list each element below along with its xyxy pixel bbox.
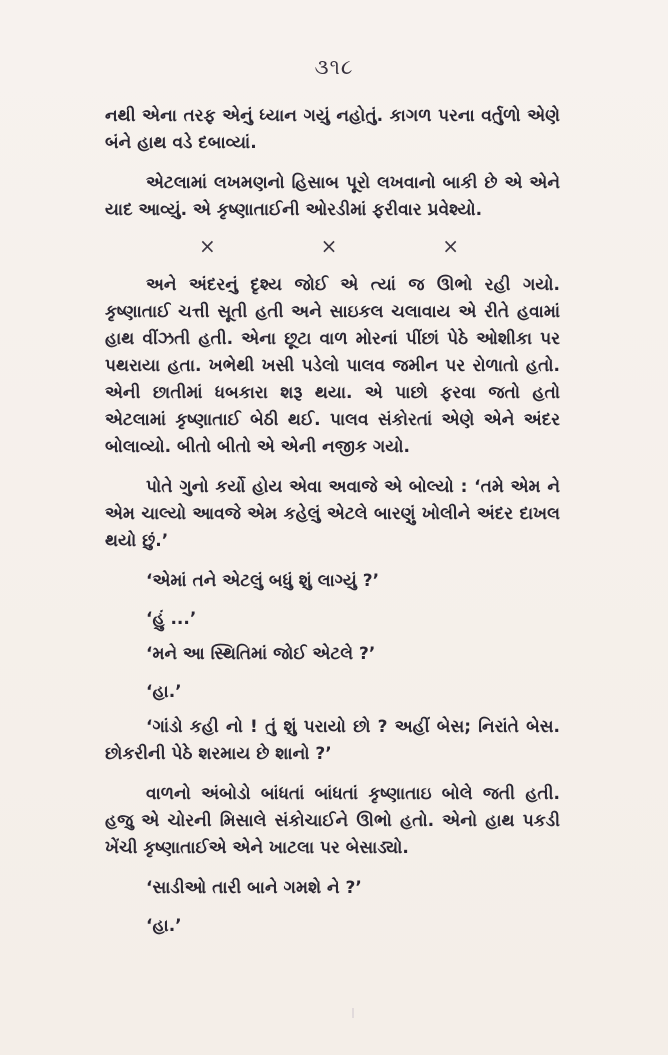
separator-mark-1: × — [199, 234, 216, 258]
dialogue-line-3: ‘મને આ સ્થિતિમાં જોઈ એટલે ?’ — [146, 644, 376, 664]
dialogue-line-6: ‘હા.’ — [146, 916, 182, 936]
paragraph-6: વાળનો અંબોડો બાંધતાં બાંધતાં કૃષ્ણાતાઇ બોલે જતી હતી. હજુ એ ચોરની મિસાલે સંકોચાઈને ઊભો હતો. એનો હાથ પકડી ખેંચી કૃષ્ણાતાઈએ એને ખાટલા પર બેસાડ્યો. — [105, 784, 560, 858]
paragraph-2: એટલામાં લખમણનો હિસાબ પૂરો લખવાનો બાકી છે એ એને યાદ આવ્યું. એ કૃષ્ણાતાઈની ઓરડીમાં ફરીવાર પ્રવેશ્યો. — [105, 173, 560, 220]
section-separator — [199, 234, 459, 259]
page-number: ૩૧૮ — [314, 55, 354, 79]
dialogue-line-2: ‘હું ...’ — [146, 609, 197, 629]
main-text-block — [105, 103, 560, 948]
separator-mark-3: × — [442, 234, 459, 258]
dialogue-line-1: ‘એમાં તને એટલું બધું શું લાગ્યું ?’ — [146, 571, 380, 591]
dialogue-line-5: ‘સાડીઓ તારી બાને ગમશે ને ?’ — [146, 878, 362, 898]
paragraph-1: નથી એના તરફ એનું ધ્યાન ગયું નહોતું. કાગળ પરના વર્તુળો એણે બંને હાથ વડે દબાવ્યાં. — [105, 106, 560, 153]
paragraph-4: પોતે ગુનો કર્યો હોય એવા અવાજે એ બોલ્યો : ‘તમે એમ ને એમ ચાલ્યો આવજે એમ કહેલું એટલે બારણું ખોલીને અંદર દાખલ થયો છું.’ — [105, 477, 560, 551]
paragraph-5: ‘ગાંડો કહી નો ! તું શું પરાયો છો ? અહીં બેસ; નિરાંતે બેસ. છોકરીની પેઠે શરમાય છે શાનો ?’ — [105, 717, 560, 764]
page-artifact-mark — [352, 1008, 354, 1018]
paragraph-3: અને અંદરનું દૃશ્ય જોઈ એ ત્યાં જ ઊભો રહી ગયો. કૃષ્ણાતાઈ ચત્તી સૂતી હતી અને સાઇકલ ચલાવાય એ રીતે હવામાં હાથ વીંઝતી હતી. એના છૂટા વાળ મોરનાં પીંછાં પેઠે ઓશીકા પર પથરાયા હતા. ખભેથી ખસી પડેલો પાલવ જમીન પર રોળાતો હતો. એની છાતીમાં ધબકારા શરૂ થયા. એ પાછો ફરવા જતો હતો એટલામાં કૃષ્ણાતાઈ બેઠી થઈ. પાલવ સંકોરતાં એણે એને અંદર બોલાવ્યો. બીતો બીતો એ એની નજીક ગયો. — [105, 275, 560, 457]
dialogue-line-4: ‘હા.’ — [146, 682, 182, 702]
separator-mark-2: × — [320, 234, 338, 258]
